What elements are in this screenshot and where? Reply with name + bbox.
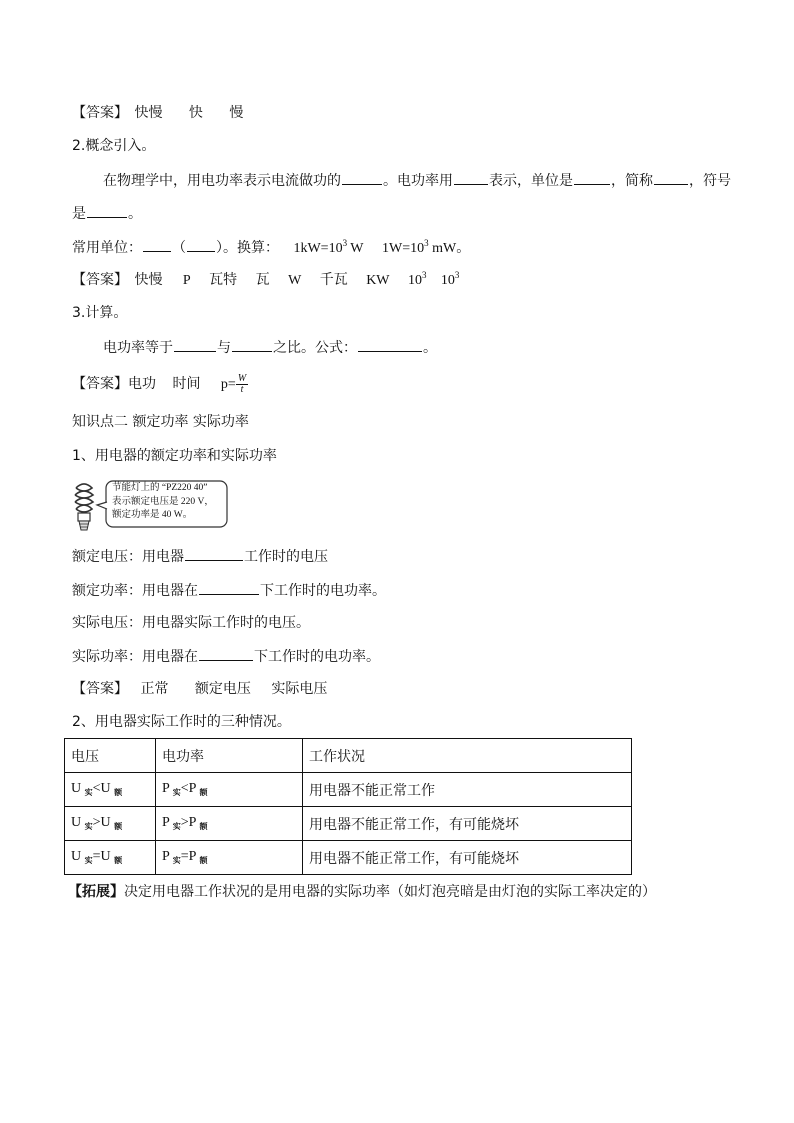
paragraph-line [103, 170, 731, 191]
formula [220, 373, 248, 396]
bubble-text [112, 482, 214, 523]
superscript: 3 [454, 270, 460, 280]
text: 额定功率：用电器在 [72, 583, 198, 599]
text: U [71, 815, 82, 830]
table-row [65, 773, 632, 807]
text: mW。 [428, 241, 471, 256]
answer-label: 【答案】 [72, 272, 128, 288]
power-cell [156, 773, 303, 807]
conversion-1 [293, 238, 364, 256]
answer-item: 慢 [229, 105, 244, 121]
text: =P [180, 849, 196, 864]
subscript: 实 [84, 822, 93, 831]
fill-blank [143, 237, 171, 252]
text: <U [92, 781, 111, 796]
answer-line-4 [72, 679, 327, 699]
fill-blank [174, 337, 216, 352]
answer-item: KW [366, 273, 390, 288]
fill-blank [199, 646, 253, 661]
text: 。电功率用 [383, 173, 453, 189]
text: 下工作时的电功率。 [254, 649, 380, 665]
answer-label: 【答案】 [72, 376, 128, 392]
answer-item: 额定电压 [194, 681, 251, 697]
answer-item: P [182, 273, 191, 288]
text: >U [92, 815, 111, 830]
answer-item: 正常 [140, 681, 169, 697]
voltage-cell [65, 807, 156, 841]
subscript: 额 [199, 788, 208, 797]
table-header: 电压 [65, 739, 156, 773]
text: 1kW=10 [293, 241, 343, 256]
cfl-bulb-illustration [70, 478, 230, 534]
subscript: 额 [114, 822, 123, 831]
fraction [236, 374, 248, 395]
fill-blank [185, 546, 243, 561]
text: =U [92, 849, 111, 864]
text: 之比。公式： [273, 340, 357, 356]
text: 。 [128, 206, 142, 222]
answer-line-1 [72, 103, 243, 123]
subscript: 实 [172, 856, 181, 865]
fill-blank [342, 170, 382, 185]
answer-item: 实际电压 [271, 681, 328, 697]
fill-blank [574, 170, 610, 185]
text: 电功率等于 [103, 340, 173, 356]
text: 是 [72, 206, 86, 222]
voltage-cell [65, 773, 156, 807]
text: P [162, 815, 170, 830]
numerator: W [237, 373, 247, 385]
fill-blank [454, 170, 488, 185]
fill-blank [654, 170, 688, 185]
table-header: 工作状况 [303, 739, 632, 773]
bubble-line: 额定功率是 40 W。 [112, 510, 193, 520]
answer-item: 快 [188, 105, 203, 121]
table-header-row [65, 739, 632, 773]
answer-item: 千瓦 [319, 272, 348, 288]
state-cell: 用电器不能正常工作，有可能烧坏 [303, 807, 632, 841]
answer-item: W [288, 273, 302, 288]
extension-note [68, 882, 656, 902]
answer-item: 快慢 [134, 272, 163, 288]
answer-line-3 [72, 374, 248, 395]
definition-line [72, 646, 380, 667]
paragraph-line [103, 337, 437, 358]
extend-label: 【拓展】 [68, 884, 124, 900]
text: 常用单位： [72, 240, 142, 256]
text: W [347, 241, 364, 256]
text: ，符号 [689, 173, 731, 189]
definition-line [72, 580, 386, 601]
subscript: 实 [84, 856, 93, 865]
text: 额定电压：用电器 [72, 549, 184, 565]
extend-text: 决定用电器工作状况的是用电器的实际功率（如灯泡亮暗是由灯泡的实际工率决定的） [124, 884, 656, 900]
table-row [65, 841, 632, 875]
text: <P [180, 781, 196, 796]
answer-line-2 [72, 270, 459, 291]
superscript: 3 [342, 238, 348, 248]
section-heading: 3.计算。 [72, 305, 128, 321]
text: ，简称 [611, 173, 653, 189]
power-cell [156, 807, 303, 841]
fill-blank [187, 237, 215, 252]
text: 10 [407, 273, 422, 288]
text: U [71, 849, 82, 864]
text: 在物理学中，用电功率表示电流做功的 [103, 173, 341, 189]
text: 工作时的电压 [244, 549, 328, 565]
answer-item [440, 270, 460, 288]
units-line [72, 237, 470, 259]
answer-item [407, 270, 427, 288]
answer-label: 【答案】 [72, 681, 128, 697]
answer-item: 瓦特 [209, 272, 238, 288]
text: 与 [217, 340, 231, 356]
text: （ [172, 240, 186, 256]
subscript: 额 [199, 822, 208, 831]
subscript: 额 [114, 788, 123, 797]
state-cell: 用电器不能正常工作 [303, 773, 632, 807]
superscript: 3 [424, 238, 429, 248]
subscript: 额 [199, 856, 208, 865]
superscript: 3 [421, 270, 427, 280]
fill-blank [199, 580, 259, 595]
text: P [162, 849, 170, 864]
section-heading: 2.概念引入。 [72, 138, 156, 154]
text: 下工作时的电功率。 [260, 583, 386, 599]
denominator: t [240, 384, 244, 396]
answer-item: 快慢 [134, 105, 163, 121]
power-cell [156, 841, 303, 875]
state-cell: 用电器不能正常工作，有可能烧坏 [303, 841, 632, 875]
text: ）。换算： [216, 240, 279, 256]
paragraph-line [72, 203, 142, 224]
answer-item: 瓦 [255, 272, 270, 288]
text: 10 [440, 273, 455, 288]
definition-line [72, 546, 328, 567]
answer-item: 时间 [172, 376, 201, 392]
subscript: 实 [172, 788, 181, 797]
knowledge-title: 知识点二 额定功率 实际功率 [72, 414, 249, 430]
fill-blank [358, 337, 422, 352]
text: 。 [423, 340, 437, 356]
table-header: 电功率 [156, 739, 303, 773]
table-row [65, 807, 632, 841]
subscript: 实 [84, 788, 93, 797]
answer-label: 【答案】 [72, 105, 128, 121]
text: 表示，单位是 [489, 173, 573, 189]
text: 实际功率：用电器在 [72, 649, 198, 665]
fill-blank [232, 337, 272, 352]
conversion-2 [381, 238, 471, 256]
definition-line: 实际电压：用电器实际工作时的电压。 [72, 615, 310, 631]
text: U [71, 781, 82, 796]
bubble-line: 节能灯上的 “PZ220 40” [112, 483, 208, 493]
text: 1W=10 [381, 241, 425, 256]
subscript: 额 [114, 856, 123, 865]
bubble-line: 表示额定电压是 220 V， [112, 496, 214, 507]
fill-blank [87, 203, 127, 218]
text: P [162, 781, 170, 796]
answer-item: 电功 [128, 376, 156, 392]
sub-heading: 2、用电器实际工作时的三种情况。 [72, 714, 291, 730]
text: >P [180, 815, 196, 830]
text: p= [220, 377, 236, 392]
sub-heading: 1、用电器的额定功率和实际功率 [72, 448, 277, 464]
working-state-table [64, 738, 632, 875]
voltage-cell [65, 841, 156, 875]
subscript: 实 [172, 822, 181, 831]
